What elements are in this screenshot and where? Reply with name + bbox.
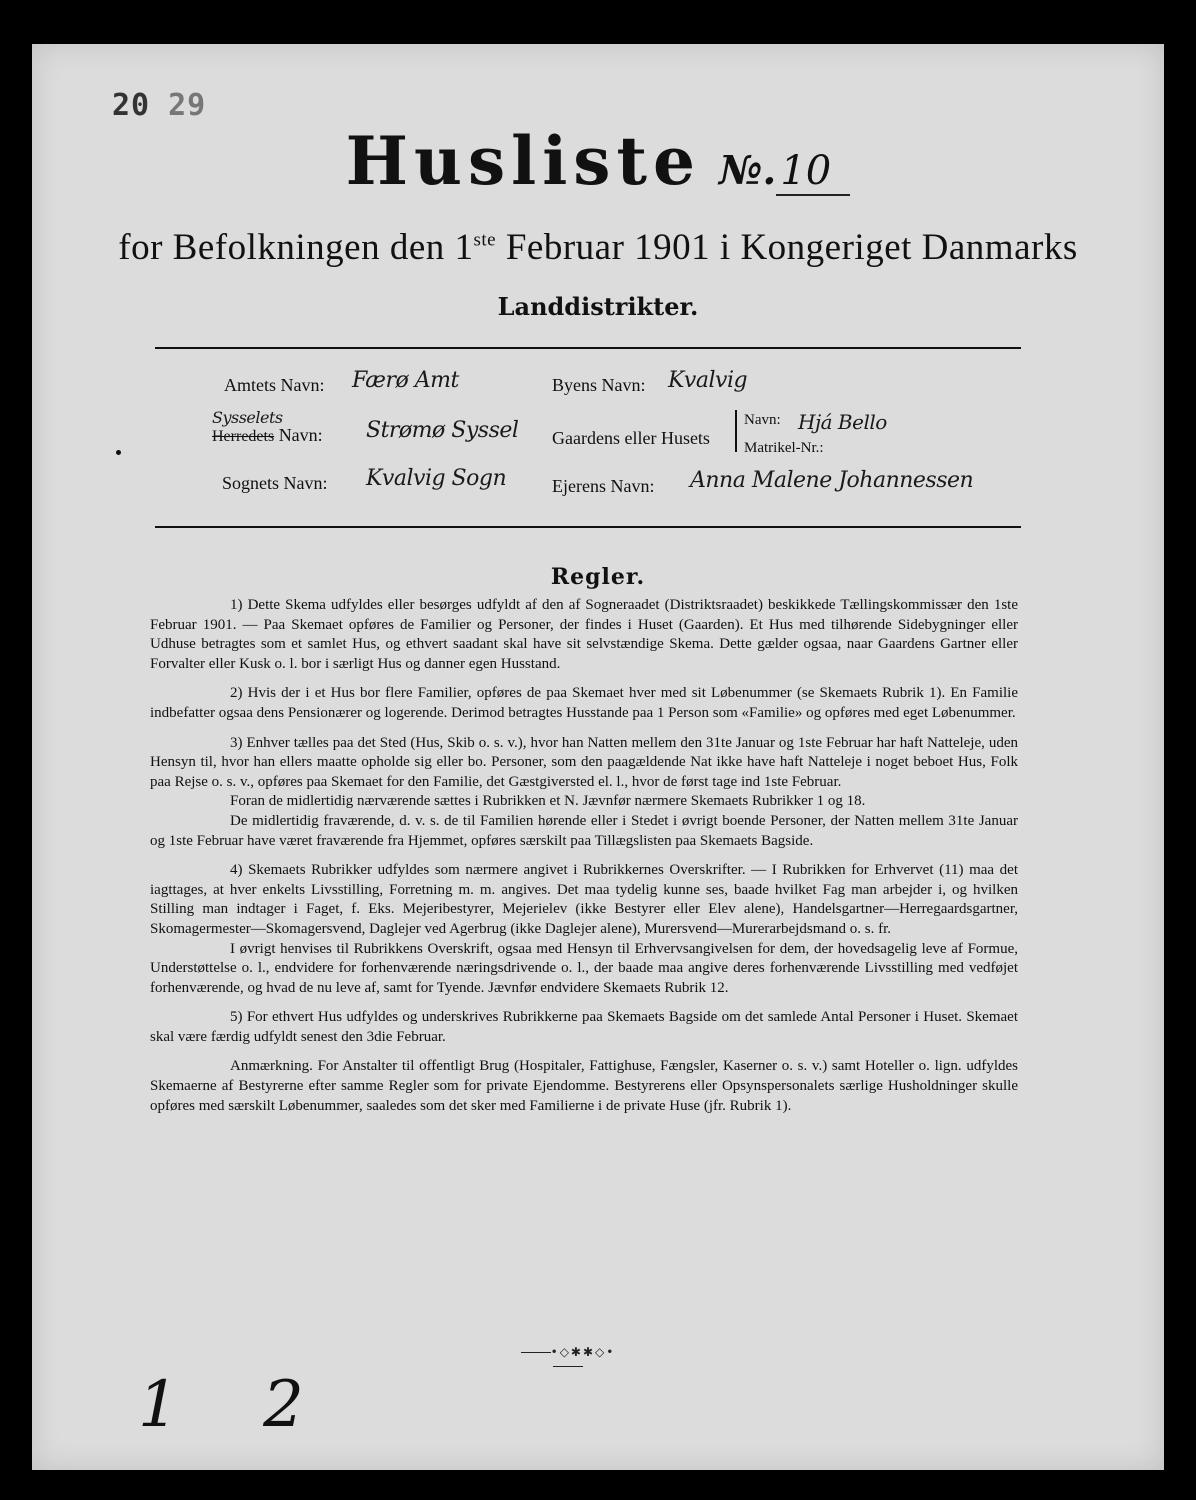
amt-label: Amtets Navn:: [224, 375, 325, 395]
annotation-paragraph: Anmærkning. For Anstalter til offentligt Brug (Hospitaler, Fattighuse, Fængsler, Kaserner o. s. v.) samt Hoteller o. lign. udfyldes Skemaerne af Bestyrerne efter samme Regler som for private Ejendomme. Bestyrerens eller Opsynspersonalets særlige Husholdninger skulle opføres med særskilt Løbenummer, saaledes som det sker med Familierne i de private Huse (jfr. Rubrik 1).: [150, 1058, 1018, 1114]
rule-paragraph: I øvrigt henvises til Rubrikkens Overskrift, ogsaa med Hensyn til Erhvervsangivelsen for dem, der hovedsagelig leve af Formue, Understøttelse o. l., endvidere for forhenværende næringsdrivende o. l., der baade maa angive deres forhenværende Livsstilling med vedføjet forhenværende, og hvad de nu leve af, samt for Tyende. Jævnfør endvidere Skemaets Rubrik 12.: [150, 940, 1018, 996]
rules-heading: Regler.: [550, 564, 646, 590]
herred-value: Strømø Syssel: [366, 418, 519, 443]
archive-stamp: [112, 88, 206, 123]
rule-paragraph: 5) For ethvert Hus udfyldes og underskrives Rubrikkerne paa Skemaets Bagside om det samlede Antal Personer i Huset. Skemaet skal være færdig udfyldt senest den 3die Februar.: [150, 1009, 1018, 1045]
form-district-type: Landdistrikter.: [497, 292, 699, 321]
gaard-navn-value: Hjá Bello: [798, 410, 887, 434]
rule-paragraph: 3) Enhver tælles paa det Sted (Hus, Skib o. s. v.), hvor han Natten mellem den 31te Januar og 1ste Februar har haft Natteleje, uden Hensyn til, hvor han ellers maatte opholde sig eller bo. Personer, som den paagældende Nat ikke have haft Natteleje i noget beboet Hus, Folk paa Rejse o. s. v., opføres paa Skemaet for den Familie, det Gæstgiversted el. l., hvor de først tage ind 1ste Februar.: [150, 734, 1018, 790]
ejer-value: Anna Malene Johannessen: [690, 468, 974, 493]
gaard-matrikel-label: Matrikel-Nr.:: [744, 440, 824, 456]
rule-paragraph: 4) Skemaets Rubrikker udfyldes som nærmere angivet i Rubrikkernes Overskrifter. — I Rubrikken for Erhvervet (11) maa det iagttages, at hver enkelts Livsstilling, Forretning m. m. angives. Det maa tydelig kunne ses, baade hvilket Fag man arbejder i, og hvilken Stilling man indtager i Faget, f. Eks. Mejeribestyrer, Mejerielev (ikke Bestyrer eller Elev alene), Handelsgartner—Herregaardsgartner, Skomagermester—Skomagersvend, Daglejer ved Agerbrug (ikke Daglejer alene), Murersvend—Murerarbejdsmand o. s. fr.: [150, 862, 1018, 937]
bottom-divider: [155, 526, 1021, 528]
stamp-left: 20: [112, 88, 151, 123]
by-label: Byens Navn:: [552, 375, 646, 395]
subtitle-suffix: Februar 1901 i Kongeriget Danmarks: [496, 227, 1078, 268]
rule-paragraph: 2) Hvis der i et Hus bor flere Familier, opføres de paa Skemaet hver med sit Løbenummer (se Skemaets Rubrik 1). En Familie indbefatter ogsaa dens Pensionærer og logerende. Derimod betragtes Husstande paa 1 Person som «Familie» og opføres med eget Løbenummer.: [150, 685, 1018, 721]
form-title: [0, 122, 1196, 200]
ornament-line-left: [521, 1352, 551, 1353]
ornament-line-right: [553, 1366, 583, 1367]
rule-paragraph: 1) Dette Skema udfyldes eller besørges udfyldt af den af Sogneraadet (Distriktsraadet) beskikkede Tællingskommissær den 1ste Februar 1901. — Paa Skemaet opføres de Familier og Personer, der findes i Huset (Gaarden). Et Hus med tilhørende Sidebygninger eller Udhuse betragtes som et samlet Hus, og ethvert saadant skal have sit selvstændige Skema. Dette gælder ogsaa, naar Gaardens Gartner eller Forvalter eller Kusk o. l. bor i særligt Hus og danner egen Husstand.: [150, 597, 1018, 672]
subtitle-prefix: for Befolkningen den 1: [118, 227, 474, 268]
gaard-navn-label: Navn:: [744, 412, 781, 428]
herred-label-wrap: [212, 425, 323, 446]
house-number-value: 10: [776, 148, 850, 196]
subtitle-sup: ste: [473, 229, 497, 251]
sogn-label: Sognets Navn:: [222, 473, 328, 493]
handwritten-page-number: 1 2: [138, 1368, 336, 1442]
title-text: Husliste: [345, 122, 701, 200]
sogn-value: Kvalvig Sogn: [366, 466, 507, 491]
sysel-handwritten: Sysselets: [212, 408, 283, 427]
by-value: Kvalvig: [668, 368, 748, 393]
ink-dot: [116, 450, 121, 455]
number-mark: №.: [718, 147, 777, 194]
gaard-label: Gaardens eller Husets: [552, 428, 710, 448]
rule-paragraph: De midlertidig fraværende, d. v. s. de til Familien hørende eller i Stedet i øvrigt boende Personer, der Natten mellem 31te Januar og 1ste Februar have været fraværende fra Hjemmet, opføres særskilt paa Tillægslisten paa Skemaets Bagside.: [150, 812, 1018, 849]
gaard-brace: [735, 410, 737, 452]
top-divider: [155, 347, 1021, 349]
herred-label: Navn:: [274, 425, 323, 445]
ornament-glyphs: •◇✱✱◇•: [550, 1345, 616, 1359]
rule-paragraph: Foran de midlertidig nærværende sættes i Rubrikken et N. Jævnfør nærmere Skemaets Rubrikker 1 og 18.: [230, 793, 866, 810]
amt-value: Færø Amt: [352, 368, 459, 393]
rules-text: [150, 596, 1018, 1116]
ornament-divider: [508, 1345, 628, 1373]
stamp-right: 29: [168, 88, 207, 123]
ejer-label: Ejerens Navn:: [552, 476, 655, 496]
herred-struck: Herredets: [212, 428, 275, 445]
form-subtitle: [0, 226, 1196, 269]
